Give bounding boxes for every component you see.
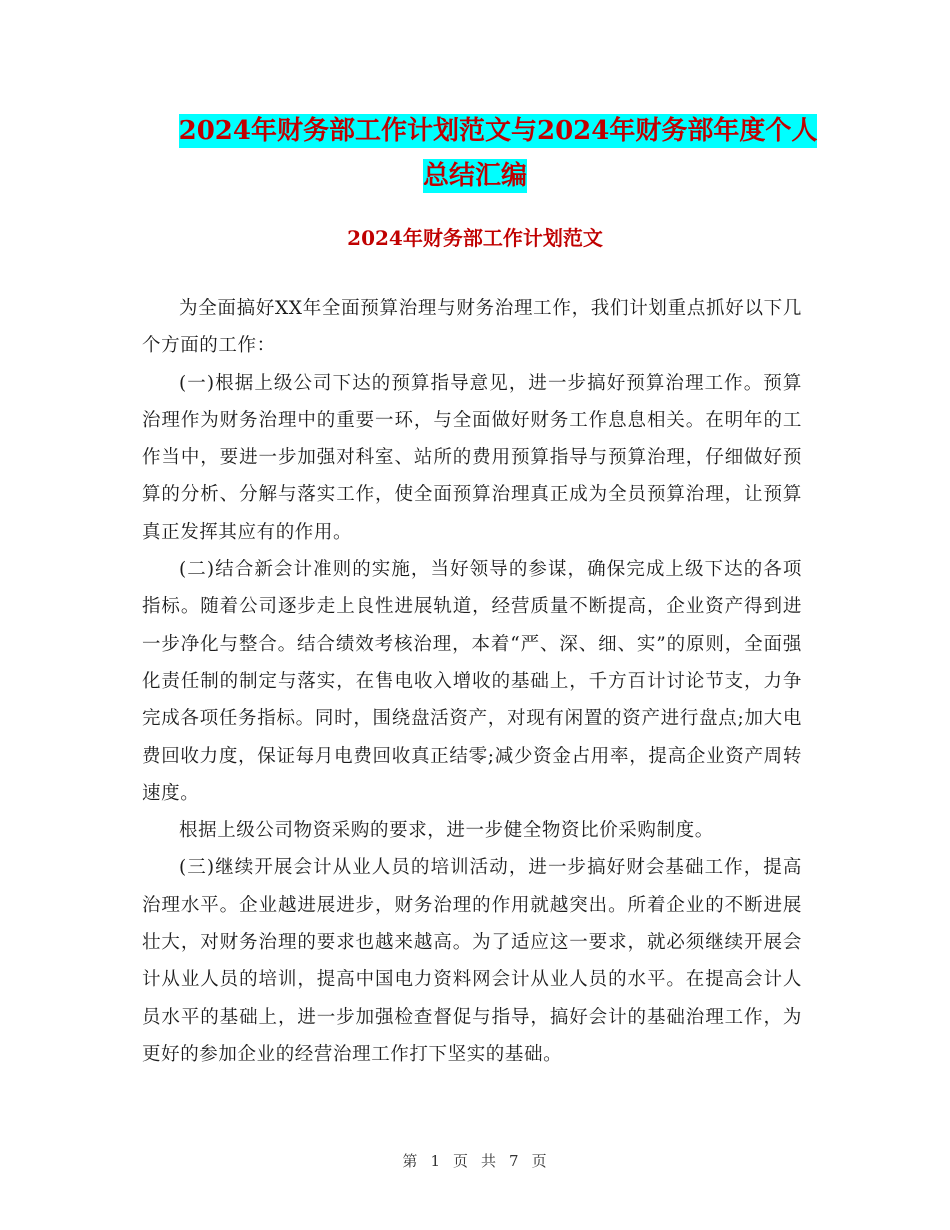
footer-total-prefix: 共 xyxy=(481,1152,498,1170)
document-title-line-1 xyxy=(23,111,950,151)
document-title-text-1: 2024年财务部工作计划范文与2024年财务部年度个人 xyxy=(178,116,818,146)
footer-total-suffix: 页 xyxy=(531,1152,548,1170)
page-footer xyxy=(0,1150,950,1171)
document-title-text-2: 总结汇编 xyxy=(422,161,527,191)
document-title-line-2 xyxy=(0,156,950,196)
paragraph-3: 根据上级公司物资采购的要求，进一步健全物资比价采购制度。 xyxy=(179,820,714,842)
section-heading: 2024年财务部工作计划范文 xyxy=(347,226,603,250)
paragraph-2: (二)结合新会计准则的实施，当好领导的参谋，确保完成上级下达的各项指标。随着公司逐步走上良性进展轨道，经营质量不断提高，企业资产得到进一步净化与整合。结合绩效考核治理，本着“严、深、细、实”的原则，全面强化责任制的制定与落实，在售电收入增收的基础上，千方百计讨论节支，力争完成各项任务指标。同时，围绕盘活资产，对现有闲置的资产进行盘点;加大电费回收力度，保证每月电费回收真正结零;减少资金占用率，提高企业资产周转速度。 xyxy=(142,559,802,804)
footer-page-number: 1 xyxy=(430,1152,441,1170)
footer-page-prefix: 第 xyxy=(402,1152,419,1170)
document-body xyxy=(142,290,802,1073)
paragraph-4: (三)继续开展会计从业人员的培训活动，进一步搞好财会基础工作，提高治理水平。企业越进展进步，财务治理的作用就越突出。所着企业的不断进展壮大，对财务治理的要求也越来越高。为了适应这一要求，就必须继续开展会计从业人员的培训，提高中国电力资料网会计从业人员的水平。在提高会计人员水平的基础上，进一步加强检查督促与指导，搞好会计的基础治理工作，为更好的参加企业的经营治理工作打下坚实的基础。 xyxy=(142,857,802,1065)
paragraph-1: (一)根据上级公司下达的预算指导意见，进一步搞好预算治理工作。预算治理作为财务治理中的重要一环，与全面做好财务工作息息相关。在明年的工作当中，要进一步加强对科室、站所的费用预算指导与预算治理，仔细做好预算的分析、分解与落实工作，使全面预算治理真正成为全员预算治理，让预算真正发挥其应有的作用。 xyxy=(142,372,802,543)
paragraph-intro: 为全面搞好XX年全面预算治理与财务治理工作，我们计划重点抓好以下几个方面的工作： xyxy=(142,298,802,357)
footer-total-pages: 7 xyxy=(509,1152,520,1170)
footer-page-mid: 页 xyxy=(452,1152,469,1170)
